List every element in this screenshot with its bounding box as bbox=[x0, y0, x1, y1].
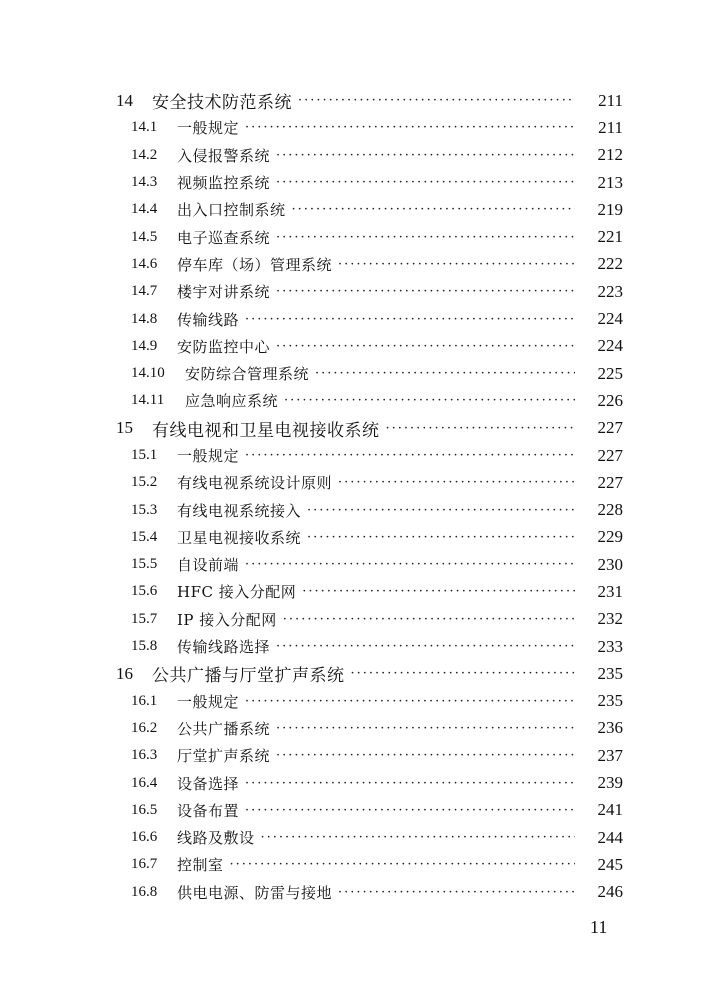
entry-number: 14.6 bbox=[131, 255, 158, 272]
entry-page-number: 227 bbox=[597, 472, 623, 492]
dot-leader bbox=[351, 666, 576, 681]
entry-page-number: 239 bbox=[597, 773, 623, 793]
entry-title: 安全技术防范系统 bbox=[152, 93, 292, 114]
entry-number: 15.3 bbox=[131, 501, 158, 518]
entry-page-number: 228 bbox=[597, 500, 623, 520]
toc-section-entry[interactable] bbox=[0, 469, 707, 496]
dot-leader bbox=[386, 421, 576, 436]
toc-section-entry[interactable] bbox=[0, 142, 707, 169]
dot-leader bbox=[283, 612, 575, 627]
entry-page-number: 236 bbox=[597, 718, 623, 738]
dot-leader bbox=[298, 93, 575, 108]
toc-section-entry[interactable] bbox=[0, 387, 707, 414]
dot-leader bbox=[276, 748, 575, 763]
entry-page-number: 211 bbox=[598, 117, 623, 137]
toc-section-entry[interactable] bbox=[0, 278, 707, 305]
entry-title: 线路及敷设 bbox=[177, 829, 255, 848]
entry-title: 设备选择 bbox=[177, 774, 240, 793]
entry-number: 14.4 bbox=[131, 201, 158, 218]
entry-title: 出入口控制系统 bbox=[177, 201, 286, 220]
entry-page-number: 232 bbox=[597, 609, 623, 629]
entry-title: HFC 接入分配网 bbox=[177, 583, 297, 602]
entry-number: 16.8 bbox=[131, 883, 158, 900]
dot-leader bbox=[276, 639, 575, 654]
entry-title: 电子巡查系统 bbox=[177, 228, 271, 247]
dot-leader bbox=[302, 584, 575, 599]
dot-leader bbox=[245, 312, 575, 327]
dot-leader bbox=[284, 393, 575, 408]
toc-section-entry[interactable] bbox=[0, 688, 707, 715]
entry-page-number: 224 bbox=[597, 309, 623, 329]
dot-leader bbox=[276, 339, 575, 354]
entry-title: 自设前端 bbox=[177, 556, 240, 575]
entry-title: 传输线路选择 bbox=[177, 638, 271, 657]
toc-section-entry[interactable] bbox=[0, 360, 707, 387]
toc-section-entry[interactable] bbox=[0, 715, 707, 742]
entry-title: 安防综合管理系统 bbox=[185, 365, 310, 384]
entry-page-number: 225 bbox=[597, 363, 623, 383]
toc-section-entry[interactable] bbox=[0, 742, 707, 769]
dot-leader bbox=[230, 857, 575, 872]
dot-leader bbox=[338, 475, 575, 490]
toc-chapter-entry[interactable] bbox=[0, 87, 707, 114]
entry-title: 应急响应系统 bbox=[185, 392, 279, 411]
entry-number: 16.6 bbox=[131, 829, 158, 846]
entry-number: 16.4 bbox=[131, 774, 158, 791]
entry-title: 一般规定 bbox=[177, 692, 240, 711]
toc-section-entry[interactable] bbox=[0, 223, 707, 250]
dot-leader bbox=[276, 721, 575, 736]
entry-page-number: 245 bbox=[597, 854, 623, 874]
entry-number: 15.5 bbox=[131, 556, 158, 573]
entry-number: 15.2 bbox=[131, 474, 158, 491]
entry-page-number: 226 bbox=[597, 390, 623, 410]
toc-section-entry[interactable] bbox=[0, 305, 707, 332]
entry-page-number: 235 bbox=[597, 691, 623, 711]
entry-title: 安防监控中心 bbox=[177, 337, 271, 356]
entry-page-number: 241 bbox=[597, 800, 623, 820]
entry-number: 15.6 bbox=[131, 583, 158, 600]
entry-number: 14.10 bbox=[131, 365, 165, 382]
dot-leader bbox=[245, 776, 575, 791]
toc-section-entry[interactable] bbox=[0, 551, 707, 578]
entry-number: 14.9 bbox=[131, 337, 158, 354]
entry-number: 14.5 bbox=[131, 228, 158, 245]
entry-number: 15.8 bbox=[131, 638, 158, 655]
toc-section-entry[interactable] bbox=[0, 333, 707, 360]
toc-section-entry[interactable] bbox=[0, 824, 707, 851]
entry-number: 15 bbox=[116, 418, 133, 438]
dot-leader bbox=[245, 694, 575, 709]
toc-section-entry[interactable] bbox=[0, 524, 707, 551]
entry-title: 公共广播与厅堂扩声系统 bbox=[152, 666, 345, 687]
table-of-contents bbox=[0, 87, 707, 906]
entry-page-number: 244 bbox=[597, 827, 623, 847]
entry-title: 传输线路 bbox=[177, 310, 240, 329]
entry-title: 停车库（场）管理系统 bbox=[177, 255, 333, 274]
entry-page-number: 222 bbox=[597, 254, 623, 274]
entry-number: 16.7 bbox=[131, 856, 158, 873]
entry-title: 供电电源、防雷与接地 bbox=[177, 883, 333, 902]
entry-number: 15.1 bbox=[131, 447, 158, 463]
entry-title: 有线电视系统设计原则 bbox=[177, 474, 333, 493]
entry-page-number: 212 bbox=[597, 145, 623, 165]
toc-section-entry[interactable] bbox=[0, 196, 707, 223]
entry-page-number: 231 bbox=[597, 581, 623, 601]
entry-title: 控制室 bbox=[177, 856, 224, 875]
entry-page-number: 223 bbox=[597, 281, 623, 301]
entry-title: IP 接入分配网 bbox=[177, 610, 277, 629]
entry-page-number: 211 bbox=[598, 90, 623, 110]
dot-leader bbox=[292, 202, 575, 217]
entry-number: 14.2 bbox=[131, 146, 158, 163]
entry-number: 14 bbox=[116, 90, 133, 110]
entry-number: 14.3 bbox=[131, 174, 158, 191]
entry-number: 14.1 bbox=[131, 119, 158, 136]
entry-title: 厅堂扩声系统 bbox=[177, 747, 271, 766]
entry-page-number: 227 bbox=[597, 445, 623, 465]
entry-number: 14.11 bbox=[131, 392, 165, 409]
entry-title: 视频监控系统 bbox=[177, 174, 271, 193]
dot-leader bbox=[276, 284, 575, 299]
toc-section-entry[interactable] bbox=[0, 797, 707, 824]
toc-section-entry[interactable] bbox=[0, 633, 707, 660]
entry-number: 15.7 bbox=[131, 610, 158, 627]
toc-section-entry[interactable] bbox=[0, 769, 707, 796]
toc-section-entry[interactable] bbox=[0, 606, 707, 633]
toc-chapter-entry[interactable] bbox=[0, 660, 707, 687]
dot-leader bbox=[307, 503, 575, 518]
toc-section-entry[interactable] bbox=[0, 496, 707, 523]
dot-leader bbox=[276, 230, 575, 245]
dot-leader bbox=[338, 885, 575, 900]
toc-section-entry[interactable] bbox=[0, 578, 707, 605]
toc-section-entry[interactable] bbox=[0, 879, 707, 906]
entry-page-number: 219 bbox=[597, 199, 623, 219]
entry-title: 公共广播系统 bbox=[177, 719, 271, 738]
entry-page-number: 246 bbox=[597, 882, 623, 902]
dot-leader bbox=[276, 175, 575, 190]
dot-leader bbox=[315, 366, 575, 381]
entry-title: 有线电视系统接入 bbox=[177, 501, 302, 520]
dot-leader bbox=[261, 830, 575, 845]
entry-title: 设备布置 bbox=[177, 801, 240, 820]
dot-leader bbox=[245, 557, 575, 572]
dot-leader bbox=[245, 448, 575, 463]
entry-number: 14.8 bbox=[131, 310, 158, 327]
toc-section-entry[interactable] bbox=[0, 114, 707, 141]
dot-leader bbox=[245, 803, 575, 818]
entry-page-number: 233 bbox=[597, 636, 623, 656]
toc-section-entry[interactable] bbox=[0, 442, 707, 469]
entry-number: 14.7 bbox=[131, 283, 158, 300]
entry-title: 一般规定 bbox=[177, 447, 240, 465]
entry-page-number: 235 bbox=[597, 663, 623, 683]
dot-leader bbox=[338, 257, 575, 272]
toc-section-entry[interactable] bbox=[0, 169, 707, 196]
entry-title: 有线电视和卫星电视接收系统 bbox=[152, 420, 380, 441]
dot-leader bbox=[307, 530, 575, 545]
entry-title: 一般规定 bbox=[177, 119, 240, 138]
entry-page-number: 227 bbox=[597, 418, 623, 438]
toc-section-entry[interactable] bbox=[0, 851, 707, 878]
entry-title: 卫星电视接收系统 bbox=[177, 528, 302, 547]
entry-page-number: 224 bbox=[597, 336, 623, 356]
dot-leader bbox=[245, 120, 575, 135]
toc-chapter-entry[interactable] bbox=[0, 415, 707, 442]
entry-page-number: 229 bbox=[597, 527, 623, 547]
entry-page-number: 221 bbox=[597, 227, 623, 247]
entry-number: 16.3 bbox=[131, 747, 158, 764]
entry-number: 16 bbox=[116, 663, 133, 683]
entry-title: 楼宇对讲系统 bbox=[177, 283, 271, 302]
entry-page-number: 213 bbox=[597, 172, 623, 192]
dot-leader bbox=[276, 148, 575, 163]
entry-page-number: 230 bbox=[597, 554, 623, 574]
entry-number: 16.1 bbox=[131, 692, 158, 709]
toc-section-entry[interactable] bbox=[0, 251, 707, 278]
entry-number: 16.5 bbox=[131, 801, 158, 818]
page-number: 11 bbox=[590, 917, 608, 937]
entry-number: 16.2 bbox=[131, 719, 158, 736]
entry-title: 入侵报警系统 bbox=[177, 146, 271, 165]
entry-page-number: 237 bbox=[597, 745, 623, 765]
entry-number: 15.4 bbox=[131, 528, 158, 545]
